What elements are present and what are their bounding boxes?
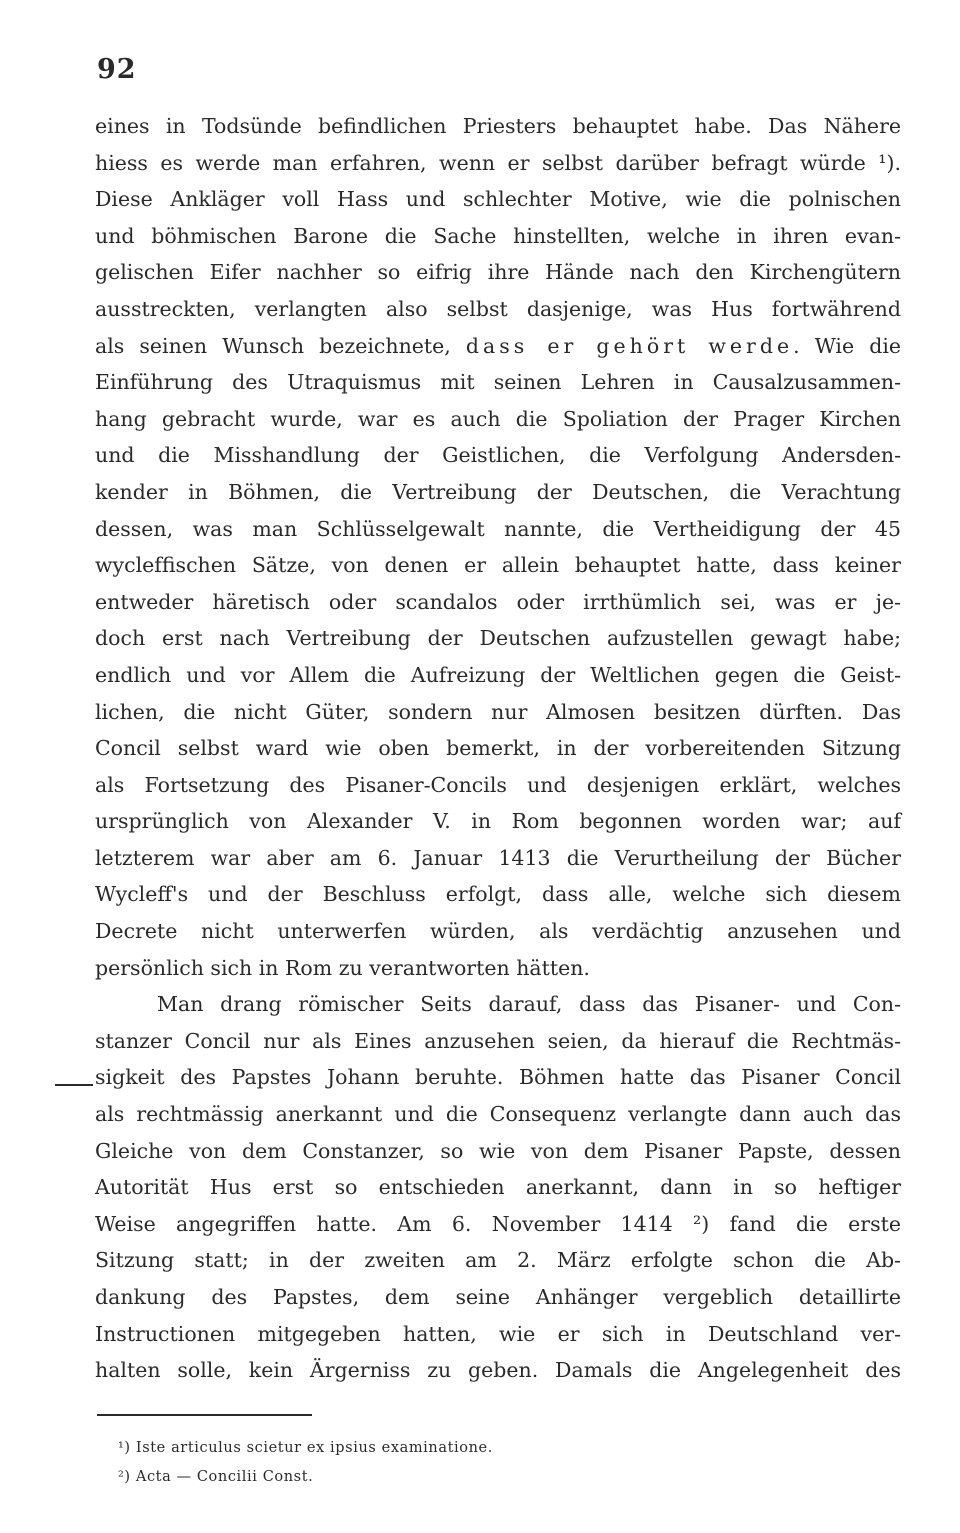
text-line: letzterem war aber am 6. Januar 1413 die Verurtheilung der Bücher — [95, 845, 901, 870]
body-text — [95, 108, 901, 1389]
text-line: halten solle, kein Ärgerniss zu geben. Damals die Angelegenheit des — [95, 1358, 901, 1383]
text-line: persönlich sich in Rom zu verantworten hätten. — [95, 955, 590, 980]
footnote: ²) Acta — Concilii Const. — [118, 1469, 314, 1485]
text-line: und die Misshandlung der Geistlichen, die Verfolgung Andersden- — [95, 443, 901, 468]
text-line: Gleiche von dem Constanzer, so wie von dem Pisaner Papste, dessen — [95, 1138, 901, 1163]
text-line: eines in Todsünde befindlichen Priesters behauptet habe. Das Nähere — [95, 114, 901, 138]
text-line: als rechtmässig anerkannt und die Consequenz verlangte dann auch das — [95, 1102, 901, 1127]
text-line: dessen, was man Schlüsselgewalt nannte, die Vertheidigung der 45 — [95, 516, 901, 541]
text-line: dankung des Papstes, dem seine Anhänger vergeblich detaillirte — [95, 1285, 901, 1309]
footnote: ¹) Iste articulus scietur ex ipsius examinatione. — [118, 1440, 493, 1456]
text-line: Sitzung statt; in der zweiten am 2. März erfolgte schon die Ab- — [95, 1248, 901, 1273]
page-number: 92 — [97, 54, 137, 85]
footnotes — [118, 1434, 493, 1492]
text-line: Concil selbst ward wie oben bemerkt, in der vorbereitenden Sitzung — [95, 736, 901, 761]
text-line: stanzer Concil nur als Eines anzusehen seien, da hierauf die Rechtmäs- — [95, 1028, 901, 1053]
footnote-divider — [97, 1414, 312, 1416]
text-line: endlich und vor Allem die Aufreizung der Weltlichen gegen die Geist- — [95, 662, 901, 687]
text-line: gelischen Eifer nachher so eifrig ihre Hände nach den Kirchengütern — [95, 260, 901, 285]
text-line: Man drang römischer Seits darauf, dass das Pisaner- und Con- — [157, 992, 901, 1017]
text-line: doch erst nach Vertreibung der Deutschen aufzustellen gewagt habe; — [95, 626, 901, 651]
text-line: ursprünglich von Alexander V. in Rom begonnen worden war; auf — [95, 809, 901, 834]
text-line: Instructionen mitgegeben hatten, wie er sich in Deutschland ver- — [95, 1321, 901, 1346]
text-line: wyclefﬁschen Sätze, von denen er allein behauptet hatte, dass keiner — [95, 553, 901, 578]
spaced-emphasis: dass er gehört werde — [465, 333, 794, 358]
text-line: als Fortsetzung des Pisaner-Concils und desjenigen erklärt, welches — [95, 772, 901, 797]
text-line: lichen, die nicht Güter, sondern nur Almosen besitzen dürften. Das — [95, 699, 901, 724]
text-line: Decrete nicht unterwerfen würden, als verdächtig anzusehen und — [95, 919, 901, 944]
text-line: ausstreckten, verlangten also selbst dasjenige, was Hus fortwährend — [95, 296, 901, 321]
text-line: Diese Ankläger voll Hass und schlechter Motive, wie die polnischen — [95, 187, 901, 212]
text-line: kender in Böhmen, die Vertreibung der Deutschen, die Verachtung — [95, 479, 901, 504]
text-line: Wycleff's und der Beschluss erfolgt, dass alle, welche sich diesem — [95, 882, 901, 907]
text-line: entweder häretisch oder scandalos oder irrthümlich sei, was er je- — [95, 589, 901, 614]
text-line: Weise angegriffen hatte. Am 6. November 1414 ²) fand die erste — [95, 1211, 901, 1236]
text-line: hiess es werde man erfahren, wenn er selbst darüber befragt würde ¹). — [95, 150, 901, 175]
text-line: als seinen Wunsch bezeichnete, dass er gehört werde. Wie die — [95, 333, 902, 358]
text-line: und böhmischen Barone die Sache hinstellten, welche in ihren evan- — [95, 223, 901, 248]
margin-mark — [55, 1084, 93, 1086]
text-line: Einführung des Utraquismus mit seinen Lehren in Causalzusammen- — [95, 370, 901, 395]
text-line: sigkeit des Papstes Johann beruhte. Böhmen hatte das Pisaner Concil — [95, 1065, 901, 1090]
text-line: hang gebracht wurde, war es auch die Spoliation der Prager Kirchen — [95, 406, 901, 431]
text-line: Autorität Hus erst so entschieden anerkannt, dann in so heftiger — [95, 1175, 901, 1200]
